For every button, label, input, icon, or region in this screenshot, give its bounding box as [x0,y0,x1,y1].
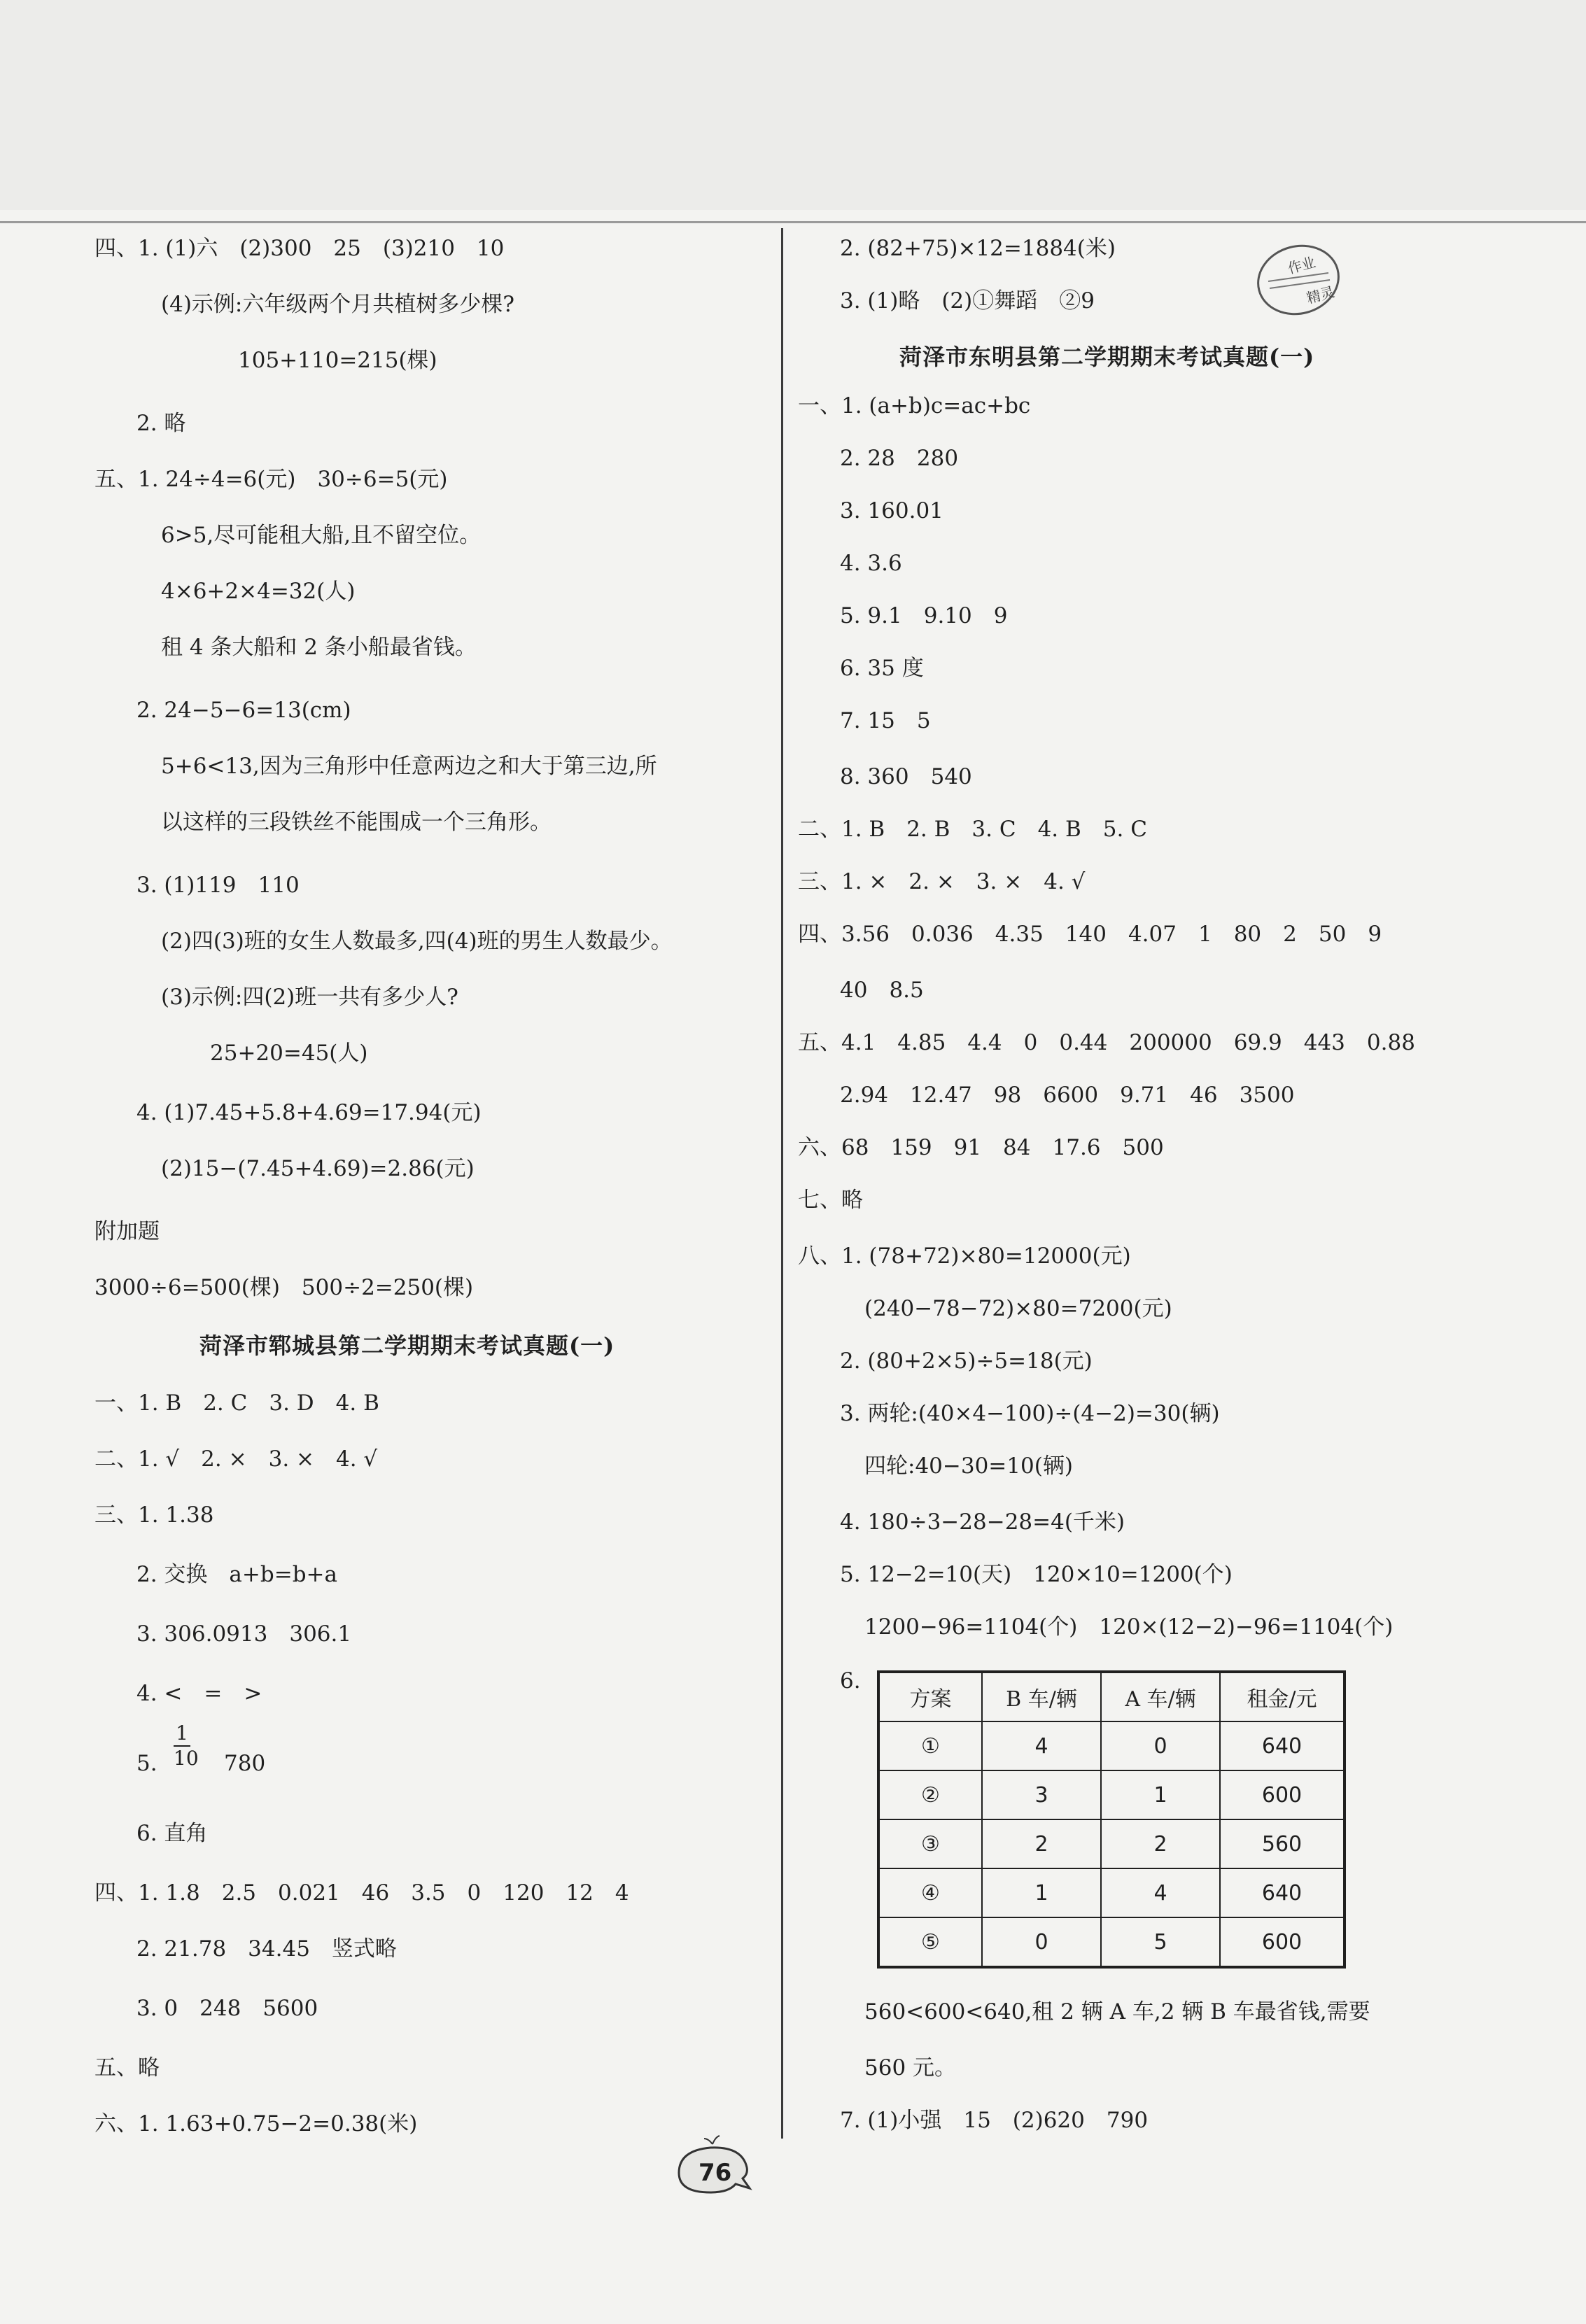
answer-line: 3. 160.01 [840,498,943,523]
column-header: 租金/元 [1220,1672,1345,1721]
table-cell: ④ [878,1868,982,1917]
fraction-denominator: 10 [174,1747,199,1770]
answer-line: 6. 直角 [136,1821,208,1846]
table-cell: ② [878,1770,982,1819]
answer-line: 1200−96=1104(个) 120×(12−2)−96=1104(个) [864,1614,1394,1640]
table-cell: 640 [1220,1721,1345,1770]
table-cell: 600 [1220,1917,1345,1967]
table-cell: 4 [1101,1868,1220,1917]
answer-line: 一、1. (a+b)c=ac+bc [798,393,1031,418]
answer-line: 780 [224,1751,266,1776]
table-cell: 640 [1220,1868,1345,1917]
answer-line: 五、略 [94,2055,160,2080]
table-cell: 1 [1101,1770,1220,1819]
answer-line: 3000÷6=500(棵) 500÷2=250(棵) [94,1275,474,1300]
table-row [878,1721,1345,1770]
column-divider [781,228,783,2139]
rental-plan-table [877,1670,1346,1969]
table-cell: 0 [1101,1721,1220,1770]
answer-line: 2. 21.78 34.45 竖式略 [136,1936,397,1962]
answer-line: 560<600<640,租 2 辆 A 车,2 辆 B 车最省钱,需要 [864,1999,1370,2024]
answer-line: (2)四(3)班的女生人数最多,四(4)班的男生人数最少。 [161,929,673,954]
answer-line: 七、略 [798,1188,863,1213]
answer-line: 7. 15 5 [840,708,931,733]
table-cell: 2 [1101,1819,1220,1868]
table-cell: 4 [982,1721,1101,1770]
table-cell: 2 [982,1819,1101,1868]
answer-line: 6>5,尽可能租大船,且不留空位。 [161,523,482,548]
answer-line: 一、1. B 2. C 3. D 4. B [94,1390,379,1416]
answer-line: 40 8.5 [840,978,924,1003]
table-row [878,1819,1345,1868]
answer-line: 五、4.1 4.85 4.4 0 0.44 200000 69.9 443 0.88 [798,1030,1415,1055]
answer-line: 25+20=45(人) [210,1041,368,1066]
answer-line: 2. 交换 a+b=b+a [136,1562,338,1587]
answer-line: 6. [840,1668,861,1693]
answer-line: 7. (1)小强 15 (2)620 790 [840,2108,1149,2133]
answer-line: 六、1. 1.63+0.75−2=0.38(米) [94,2111,418,2136]
answer-line: 4. 3.6 [840,551,902,576]
answer-line: 5. 9.1 9.10 9 [840,603,1008,628]
page-number: 76 [699,2159,732,2187]
fraction-one-tenth [174,1721,199,1770]
answer-line: 四、3.56 0.036 4.35 140 4.07 1 80 2 50 9 [798,922,1382,947]
answer-line: 2. (80+2×5)÷5=18(元) [840,1348,1093,1374]
answer-line: 4. < = > [136,1681,262,1706]
header-rule [0,221,1586,223]
answer-line: 3. (1)略 (2)①舞蹈 ②9 [840,288,1095,314]
answer-line: 二、1. √ 2. × 3. × 4. √ [94,1446,378,1472]
answer-line: 三、1. 1.38 [94,1502,214,1528]
homework-stamp-logo [1253,238,1344,322]
column-header: A 车/辆 [1101,1672,1220,1721]
table-cell: 600 [1220,1770,1345,1819]
answer-line: 2. (82+75)×12=1884(米) [840,236,1116,261]
table-row [878,1917,1345,1967]
stamp-text-bottom: 精灵 [1305,283,1337,307]
answer-line: 8. 360 540 [840,764,972,789]
table-cell: 1 [982,1868,1101,1917]
answer-line: 2.94 12.47 98 6600 9.71 46 3500 [840,1083,1295,1108]
exam-title: 菏泽市东明县第二学期期末考试真题(一) [899,344,1315,370]
table-cell: 3 [982,1770,1101,1819]
answer-line: 4×6+2×4=32(人) [161,579,356,604]
answer-line: 5+6<13,因为三角形中任意两边之和大于第三边,所 [161,754,657,779]
answer-line: (240−78−72)×80=7200(元) [864,1296,1172,1321]
answer-line: 4. (1)7.45+5.8+4.69=17.94(元) [136,1100,482,1125]
table-cell: 5 [1101,1917,1220,1967]
answer-line: 5. [136,1751,157,1776]
table-cell: 0 [982,1917,1101,1967]
answer-line: 3. 306.0913 306.1 [136,1621,352,1647]
answer-line: (4)示例:六年级两个月共植树多少棵? [161,292,514,317]
answer-line: 二、1. B 2. B 3. C 4. B 5. C [798,817,1147,842]
column-header: 方案 [878,1672,982,1721]
answer-line: (2)15−(7.45+4.69)=2.86(元) [161,1156,475,1181]
answer-line: 五、1. 24÷4=6(元) 30÷6=5(元) [94,467,448,492]
table-cell: ① [878,1721,982,1770]
answer-line: 560 元。 [864,2055,957,2080]
table-header-row [878,1672,1345,1721]
answer-line: 四轮:40−30=10(辆) [864,1453,1073,1479]
table-cell: ③ [878,1819,982,1868]
fraction-numerator: 1 [176,1721,188,1745]
answer-line: 三、1. × 2. × 3. × 4. √ [798,869,1086,894]
stamp-text-top: 作业 [1286,253,1318,277]
table-cell: ⑤ [878,1917,982,1967]
answer-line: 八、1. (78+72)×80=12000(元) [798,1244,1131,1269]
section-label: 附加题 [94,1219,160,1244]
answer-line: 2. 28 280 [840,446,959,471]
table-row [878,1868,1345,1917]
answer-line: 4. 180÷3−28−28=4(千米) [840,1509,1125,1535]
answer-line: 租 4 条大船和 2 条小船最省钱。 [161,635,477,660]
answer-line: 105+110=215(棵) [238,348,437,373]
answer-line: (3)示例:四(2)班一共有多少人? [161,985,458,1010]
answer-line: 2. 略 [136,411,186,436]
answer-line: 3. 0 248 5600 [136,1996,318,2021]
answer-line: 3. (1)119 110 [136,873,300,898]
answer-line: 5. 12−2=10(天) 120×10=1200(个) [840,1562,1233,1587]
table-cell: 560 [1220,1819,1345,1868]
exam-title: 菏泽市郓城县第二学期期末考试真题(一) [199,1332,615,1359]
column-header: B 车/辆 [982,1672,1101,1721]
answer-line: 以这样的三段铁丝不能围成一个三角形。 [161,810,552,835]
table-row [878,1770,1345,1819]
answer-line: 四、1. 1.8 2.5 0.021 46 3.5 0 120 12 4 [94,1880,629,1906]
page-top-band [0,0,1586,210]
answer-line: 2. 24−5−6=13(cm) [136,698,351,723]
answer-line: 四、1. (1)六 (2)300 25 (3)210 10 [94,236,505,261]
answer-line: 6. 35 度 [840,656,924,681]
answer-line: 六、68 159 91 84 17.6 500 [798,1135,1164,1160]
answer-line: 3. 两轮:(40×4−100)÷(4−2)=30(辆) [840,1401,1220,1426]
page-number-whale-icon [672,2134,756,2201]
